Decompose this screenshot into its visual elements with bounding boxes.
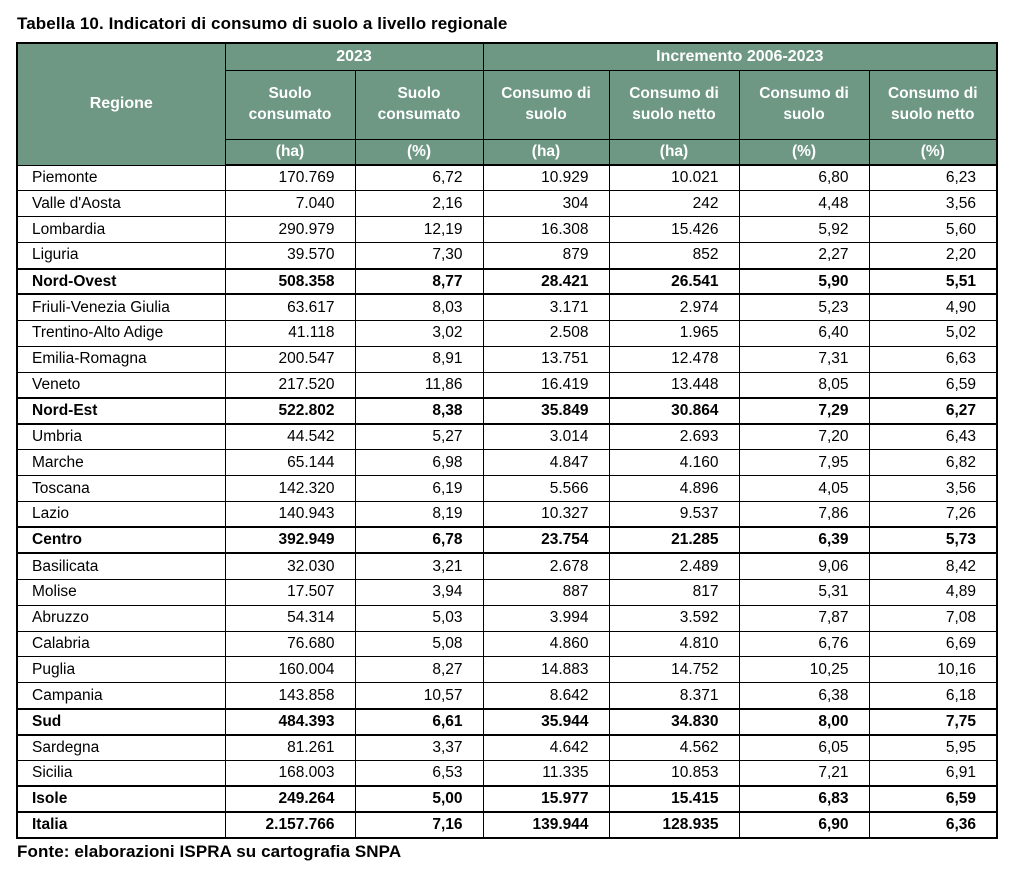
value-cell: 5,92 — [739, 217, 869, 243]
column-header-label: Suolo consumato — [355, 70, 483, 139]
table-title: Tabella 10. Indicatori di consumo di suolo a livello regionale — [17, 14, 508, 33]
column-header-label: Suolo consumato — [225, 70, 355, 139]
value-cell: 54.314 — [225, 605, 355, 631]
value-cell: 5,90 — [739, 269, 869, 295]
value-cell: 5,27 — [355, 424, 483, 450]
value-cell: 6,38 — [739, 683, 869, 709]
value-cell: 7,75 — [869, 709, 997, 735]
value-cell: 2,20 — [869, 243, 997, 269]
value-cell: 142.320 — [225, 476, 355, 502]
value-cell: 32.030 — [225, 553, 355, 579]
value-cell: 16.308 — [483, 217, 609, 243]
value-cell: 2.508 — [483, 320, 609, 346]
value-cell: 3,02 — [355, 320, 483, 346]
value-cell: 6,61 — [355, 709, 483, 735]
column-header-unit: (ha) — [609, 139, 739, 165]
value-cell: 392.949 — [225, 527, 355, 553]
value-cell: 508.358 — [225, 269, 355, 295]
value-cell: 6,63 — [869, 346, 997, 372]
column-header-label: Consumo di suolo — [739, 70, 869, 139]
value-cell: 3.592 — [609, 605, 739, 631]
region-name-cell: Basilicata — [17, 553, 225, 579]
region-name-cell: Liguria — [17, 243, 225, 269]
value-cell: 2.489 — [609, 553, 739, 579]
value-cell: 4.896 — [609, 476, 739, 502]
value-cell: 8,38 — [355, 398, 483, 424]
region-name-cell: Centro — [17, 527, 225, 553]
value-cell: 4.810 — [609, 631, 739, 657]
value-cell: 887 — [483, 579, 609, 605]
value-cell: 7,86 — [739, 502, 869, 528]
value-cell: 17.507 — [225, 579, 355, 605]
group-header-2023: 2023 — [225, 43, 483, 70]
value-cell: 6,23 — [869, 165, 997, 191]
region-name-cell: Campania — [17, 683, 225, 709]
value-cell: 63.617 — [225, 294, 355, 320]
value-cell: 217.520 — [225, 372, 355, 398]
column-header-unit: (ha) — [225, 139, 355, 165]
table-row — [17, 760, 997, 786]
value-cell: 6,27 — [869, 398, 997, 424]
value-cell: 5,95 — [869, 735, 997, 761]
table-row — [17, 605, 997, 631]
value-cell: 8.371 — [609, 683, 739, 709]
value-cell: 4.642 — [483, 735, 609, 761]
value-cell: 11.335 — [483, 760, 609, 786]
value-cell: 15.415 — [609, 786, 739, 812]
value-cell: 5,73 — [869, 527, 997, 553]
value-cell: 817 — [609, 579, 739, 605]
value-cell: 10.929 — [483, 165, 609, 191]
value-cell: 8,00 — [739, 709, 869, 735]
regional-soil-consumption-table — [16, 42, 998, 839]
source-note: Fonte: elaborazioni ISPRA su cartografia SNPA — [17, 842, 402, 862]
value-cell: 160.004 — [225, 657, 355, 683]
table-row — [17, 294, 997, 320]
table-row — [17, 243, 997, 269]
region-name-cell: Puglia — [17, 657, 225, 683]
value-cell: 6,72 — [355, 165, 483, 191]
value-cell: 14.752 — [609, 657, 739, 683]
value-cell: 7,16 — [355, 812, 483, 838]
value-cell: 1.965 — [609, 320, 739, 346]
table-header — [17, 43, 997, 165]
value-cell: 6,59 — [869, 786, 997, 812]
value-cell: 6,80 — [739, 165, 869, 191]
value-cell: 6,43 — [869, 424, 997, 450]
value-cell: 2.693 — [609, 424, 739, 450]
value-cell: 6,78 — [355, 527, 483, 553]
region-name-cell: Friuli-Venezia Giulia — [17, 294, 225, 320]
table-row — [17, 579, 997, 605]
value-cell: 143.858 — [225, 683, 355, 709]
value-cell: 3,56 — [869, 191, 997, 217]
region-name-cell: Nord-Est — [17, 398, 225, 424]
value-cell: 852 — [609, 243, 739, 269]
region-name-cell: Molise — [17, 579, 225, 605]
aggregate-row — [17, 269, 997, 295]
value-cell: 76.680 — [225, 631, 355, 657]
value-cell: 35.944 — [483, 709, 609, 735]
table-row — [17, 424, 997, 450]
value-cell: 7,20 — [739, 424, 869, 450]
value-cell: 5,08 — [355, 631, 483, 657]
table-row — [17, 657, 997, 683]
value-cell: 6,76 — [739, 631, 869, 657]
table-row — [17, 631, 997, 657]
column-header-unit: (%) — [355, 139, 483, 165]
value-cell: 7,30 — [355, 243, 483, 269]
value-cell: 10,16 — [869, 657, 997, 683]
region-name-cell: Trentino-Alto Adige — [17, 320, 225, 346]
region-name-cell: Calabria — [17, 631, 225, 657]
value-cell: 522.802 — [225, 398, 355, 424]
region-name-cell: Italia — [17, 812, 225, 838]
value-cell: 4,89 — [869, 579, 997, 605]
value-cell: 65.144 — [225, 450, 355, 476]
value-cell: 16.419 — [483, 372, 609, 398]
value-cell: 3,94 — [355, 579, 483, 605]
value-cell: 6,19 — [355, 476, 483, 502]
value-cell: 8,27 — [355, 657, 483, 683]
value-cell: 35.849 — [483, 398, 609, 424]
aggregate-row — [17, 786, 997, 812]
value-cell: 14.883 — [483, 657, 609, 683]
column-header-unit: (ha) — [483, 139, 609, 165]
value-cell: 6,39 — [739, 527, 869, 553]
value-cell: 4.160 — [609, 450, 739, 476]
region-name-cell: Piemonte — [17, 165, 225, 191]
column-header-label: Consumo di suolo netto — [609, 70, 739, 139]
value-cell: 168.003 — [225, 760, 355, 786]
region-name-cell: Veneto — [17, 372, 225, 398]
value-cell: 10.327 — [483, 502, 609, 528]
value-cell: 7,29 — [739, 398, 869, 424]
value-cell: 9,06 — [739, 553, 869, 579]
table-row — [17, 683, 997, 709]
value-cell: 4.562 — [609, 735, 739, 761]
value-cell: 7,95 — [739, 450, 869, 476]
value-cell: 34.830 — [609, 709, 739, 735]
column-header-label: Consumo di suolo netto — [869, 70, 997, 139]
table-row — [17, 372, 997, 398]
value-cell: 5.566 — [483, 476, 609, 502]
table-row — [17, 320, 997, 346]
value-cell: 10,57 — [355, 683, 483, 709]
table-row — [17, 553, 997, 579]
value-cell: 7,26 — [869, 502, 997, 528]
column-header-label: Consumo di suolo — [483, 70, 609, 139]
value-cell: 8,05 — [739, 372, 869, 398]
value-cell: 6,18 — [869, 683, 997, 709]
region-name-cell: Nord-Ovest — [17, 269, 225, 295]
table-body — [17, 165, 997, 838]
aggregate-row — [17, 527, 997, 553]
value-cell: 3,21 — [355, 553, 483, 579]
value-cell: 6,53 — [355, 760, 483, 786]
value-cell: 12,19 — [355, 217, 483, 243]
value-cell: 13.448 — [609, 372, 739, 398]
value-cell: 2.974 — [609, 294, 739, 320]
value-cell: 4,48 — [739, 191, 869, 217]
value-cell: 6,36 — [869, 812, 997, 838]
value-cell: 2,27 — [739, 243, 869, 269]
group-header-incremento-2006-2023: Incremento 2006-2023 — [483, 43, 997, 70]
value-cell: 30.864 — [609, 398, 739, 424]
value-cell: 26.541 — [609, 269, 739, 295]
value-cell: 10,25 — [739, 657, 869, 683]
group-header-row — [17, 43, 997, 70]
value-cell: 879 — [483, 243, 609, 269]
value-cell: 8.642 — [483, 683, 609, 709]
value-cell: 8,42 — [869, 553, 997, 579]
column-header-regione: Regione — [17, 43, 225, 165]
table-row — [17, 450, 997, 476]
value-cell: 9.537 — [609, 502, 739, 528]
value-cell: 3,56 — [869, 476, 997, 502]
value-cell: 44.542 — [225, 424, 355, 450]
column-header-unit: (%) — [869, 139, 997, 165]
region-name-cell: Sud — [17, 709, 225, 735]
value-cell: 23.754 — [483, 527, 609, 553]
value-cell: 2.157.766 — [225, 812, 355, 838]
value-cell: 139.944 — [483, 812, 609, 838]
value-cell: 6,69 — [869, 631, 997, 657]
region-name-cell: Marche — [17, 450, 225, 476]
value-cell: 5,51 — [869, 269, 997, 295]
value-cell: 3.014 — [483, 424, 609, 450]
value-cell: 140.943 — [225, 502, 355, 528]
value-cell: 21.285 — [609, 527, 739, 553]
value-cell: 6,05 — [739, 735, 869, 761]
value-cell: 6,40 — [739, 320, 869, 346]
value-cell: 3,37 — [355, 735, 483, 761]
value-cell: 5,23 — [739, 294, 869, 320]
value-cell: 200.547 — [225, 346, 355, 372]
value-cell: 39.570 — [225, 243, 355, 269]
region-name-cell: Emilia-Romagna — [17, 346, 225, 372]
table-row — [17, 735, 997, 761]
value-cell: 10.853 — [609, 760, 739, 786]
value-cell: 6,98 — [355, 450, 483, 476]
region-name-cell: Umbria — [17, 424, 225, 450]
value-cell: 6,83 — [739, 786, 869, 812]
value-cell: 28.421 — [483, 269, 609, 295]
value-cell: 8,03 — [355, 294, 483, 320]
region-name-cell: Sicilia — [17, 760, 225, 786]
table-row — [17, 346, 997, 372]
value-cell: 6,90 — [739, 812, 869, 838]
value-cell: 81.261 — [225, 735, 355, 761]
value-cell: 7,08 — [869, 605, 997, 631]
value-cell: 15.977 — [483, 786, 609, 812]
value-cell: 304 — [483, 191, 609, 217]
region-name-cell: Toscana — [17, 476, 225, 502]
table-row — [17, 476, 997, 502]
value-cell: 6,59 — [869, 372, 997, 398]
table-row — [17, 165, 997, 191]
table-row — [17, 191, 997, 217]
value-cell: 7,31 — [739, 346, 869, 372]
value-cell: 5,31 — [739, 579, 869, 605]
value-cell: 128.935 — [609, 812, 739, 838]
value-cell: 7,87 — [739, 605, 869, 631]
value-cell: 3.994 — [483, 605, 609, 631]
value-cell: 7.040 — [225, 191, 355, 217]
aggregate-row — [17, 709, 997, 735]
value-cell: 2.678 — [483, 553, 609, 579]
value-cell: 5,02 — [869, 320, 997, 346]
value-cell: 5,60 — [869, 217, 997, 243]
region-name-cell: Valle d'Aosta — [17, 191, 225, 217]
value-cell: 4,90 — [869, 294, 997, 320]
value-cell: 4,05 — [739, 476, 869, 502]
value-cell: 2,16 — [355, 191, 483, 217]
column-header-unit: (%) — [739, 139, 869, 165]
value-cell: 4.860 — [483, 631, 609, 657]
value-cell: 10.021 — [609, 165, 739, 191]
value-cell: 7,21 — [739, 760, 869, 786]
value-cell: 12.478 — [609, 346, 739, 372]
value-cell: 8,77 — [355, 269, 483, 295]
value-cell: 41.118 — [225, 320, 355, 346]
value-cell: 5,03 — [355, 605, 483, 631]
table-row — [17, 502, 997, 528]
table-row — [17, 217, 997, 243]
value-cell: 484.393 — [225, 709, 355, 735]
region-name-cell: Isole — [17, 786, 225, 812]
region-name-cell: Lazio — [17, 502, 225, 528]
value-cell: 6,91 — [869, 760, 997, 786]
value-cell: 8,91 — [355, 346, 483, 372]
value-cell: 3.171 — [483, 294, 609, 320]
aggregate-row — [17, 398, 997, 424]
value-cell: 4.847 — [483, 450, 609, 476]
value-cell: 290.979 — [225, 217, 355, 243]
value-cell: 13.751 — [483, 346, 609, 372]
value-cell: 8,19 — [355, 502, 483, 528]
value-cell: 11,86 — [355, 372, 483, 398]
value-cell: 15.426 — [609, 217, 739, 243]
aggregate-row — [17, 812, 997, 838]
value-cell: 242 — [609, 191, 739, 217]
value-cell: 6,82 — [869, 450, 997, 476]
region-name-cell: Lombardia — [17, 217, 225, 243]
value-cell: 5,00 — [355, 786, 483, 812]
region-name-cell: Abruzzo — [17, 605, 225, 631]
region-name-cell: Sardegna — [17, 735, 225, 761]
value-cell: 249.264 — [225, 786, 355, 812]
value-cell: 170.769 — [225, 165, 355, 191]
